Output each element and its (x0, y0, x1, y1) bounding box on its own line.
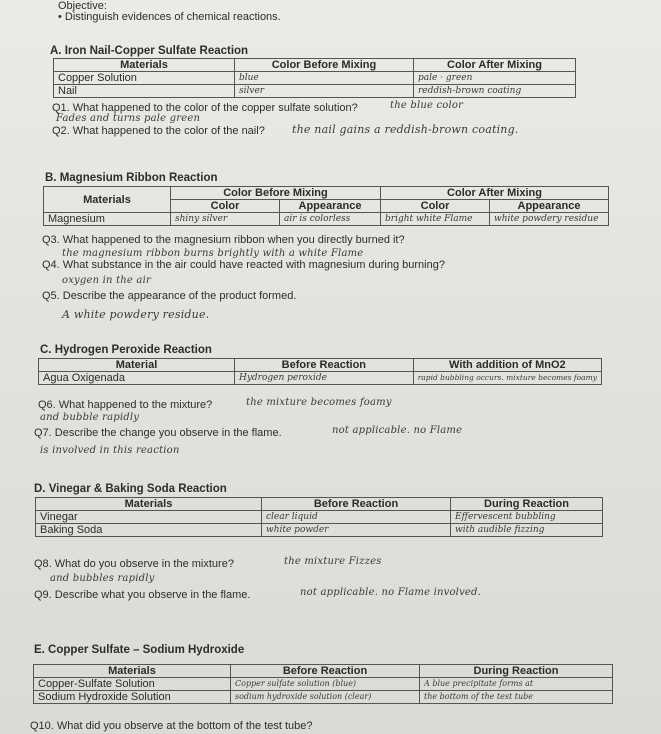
answer-q4: oxygen in the air (62, 275, 151, 286)
table-row (39, 372, 602, 385)
table-row (36, 524, 603, 537)
question-q2: Q2. What happened to the color of the nail? (52, 125, 265, 137)
before-cell: Copper sulfate solution (blue) (231, 678, 420, 691)
answer-q8-line2: and bubbles rapidly (50, 573, 155, 584)
objective-item: • Distinguish evidences of chemical reactions. (58, 11, 281, 23)
before-cell: Hydrogen peroxide (234, 372, 413, 385)
table-header: Before Reaction (234, 359, 413, 372)
during-cell: A blue precipitate forms at (420, 678, 613, 691)
section-d-table (35, 497, 603, 537)
answer-q2: the nail gains a reddish-brown coating. (292, 123, 519, 136)
material-cell: Vinegar (36, 511, 262, 524)
answer-q5: A white powdery residue. (62, 308, 210, 321)
material-cell: Copper-Sulfate Solution (34, 678, 231, 691)
table-row (54, 85, 576, 98)
before-color-cell: shiny silver (171, 213, 280, 226)
table-header: Materials (36, 498, 262, 511)
table-row (44, 213, 609, 226)
after-cell: rapid bubbling occurs. mixture becomes foamy (413, 372, 601, 385)
material-cell: Nail (54, 85, 235, 98)
before-cell: clear liquid (262, 511, 451, 524)
table-subheader: Color (171, 200, 280, 213)
table-header: Before Reaction (231, 665, 420, 678)
answer-q7-line2: is involved in this reaction (40, 445, 180, 456)
table-header: Material (39, 359, 235, 372)
table-header: Color Before Mixing (171, 187, 381, 200)
table-header: Before Reaction (262, 498, 451, 511)
table-header: During Reaction (420, 665, 613, 678)
table-header: Materials (34, 665, 231, 678)
table-subheader: Appearance (490, 200, 609, 213)
table-row (36, 511, 603, 524)
answer-q3: the magnesium ribbon burns brightly with a white Flame (62, 248, 364, 259)
question-q6: Q6. What happened to the mixture? (38, 399, 213, 411)
section-c-title: C. Hydrogen Peroxide Reaction (40, 344, 212, 356)
table-row (54, 72, 576, 85)
section-e-title: E. Copper Sulfate – Sodium Hydroxide (34, 644, 245, 656)
table-row (34, 678, 613, 691)
objective-label: Objective: (58, 0, 107, 12)
table-subheader: Color (381, 200, 490, 213)
table-header: With addition of MnO2 (413, 359, 601, 372)
table-subheader: Appearance (280, 200, 381, 213)
before-cell: sodium hydroxide solution (clear) (231, 691, 420, 704)
question-q4: Q4. What substance in the air could have reacted with magnesium during burning? (42, 259, 445, 271)
question-q1: Q1. What happened to the color of the copper sulfate solution? (52, 102, 358, 114)
answer-q1-line2: Fades and turns pale green (56, 113, 201, 124)
section-e-table (33, 664, 613, 704)
section-b-table (43, 186, 609, 226)
section-a-table (53, 58, 576, 98)
table-header: Color After Mixing (381, 187, 609, 200)
after-cell: pale · green (414, 72, 576, 85)
question-q5: Q5. Describe the appearance of the product formed. (42, 290, 297, 302)
material-cell: Copper Solution (54, 72, 235, 85)
after-cell: reddish-brown coating (414, 85, 576, 98)
section-c-table (38, 358, 602, 385)
before-cell: white powder (262, 524, 451, 537)
question-q10: Q10. What did you observe at the bottom of the test tube? (30, 720, 313, 732)
during-cell: Effervescent bubbling (451, 511, 603, 524)
question-q8: Q8. What do you observe in the mixture? (34, 558, 234, 570)
answer-q1-line1: the blue color (390, 100, 464, 111)
before-cell: silver (235, 85, 414, 98)
table-header: Color After Mixing (414, 59, 576, 72)
during-cell: the bottom of the test tube (420, 691, 613, 704)
table-row (34, 691, 613, 704)
material-cell: Sodium Hydroxide Solution (34, 691, 231, 704)
after-appearance-cell: white powdery residue (490, 213, 609, 226)
question-q3: Q3. What happened to the magnesium ribbon when you directly burned it? (42, 234, 405, 246)
before-cell: blue (235, 72, 414, 85)
after-color-cell: bright white Flame (381, 213, 490, 226)
section-d-title: D. Vinegar & Baking Soda Reaction (34, 483, 227, 495)
question-q7: Q7. Describe the change you observe in the flame. (34, 427, 282, 439)
before-appearance-cell: air is colorless (280, 213, 381, 226)
answer-q9: not applicable. no Flame involved. (300, 587, 482, 598)
answer-q6-line2: and bubble rapidly (40, 412, 140, 423)
table-header: Materials (54, 59, 235, 72)
table-header: Materials (44, 187, 171, 213)
material-cell: Agua Oxigenada (39, 372, 235, 385)
answer-q7-line1: not applicable. no Flame (332, 425, 463, 436)
table-header: During Reaction (451, 498, 603, 511)
section-a-title: A. Iron Nail-Copper Sulfate Reaction (50, 45, 249, 57)
answer-q6-line1: the mixture becomes foamy (246, 397, 392, 408)
section-b-title: B. Magnesium Ribbon Reaction (45, 172, 218, 184)
material-cell: Baking Soda (36, 524, 262, 537)
during-cell: with audible fizzing (451, 524, 603, 537)
material-cell: Magnesium (44, 213, 171, 226)
answer-q8-line1: the mixture Fizzes (284, 556, 382, 567)
table-header: Color Before Mixing (235, 59, 414, 72)
question-q9: Q9. Describe what you observe in the flame. (34, 589, 251, 601)
